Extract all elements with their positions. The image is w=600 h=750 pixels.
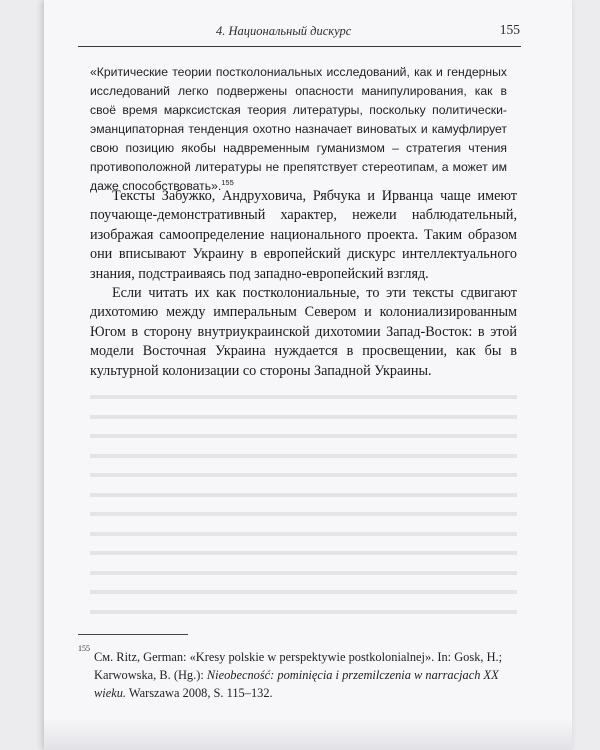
- footnote-rule: [78, 634, 188, 635]
- block-quote: [90, 63, 507, 196]
- quote-text: «Критические теории постколониальных исследований, как и гендерных исследований легко подвержены опасности манипулирования, как в своё время марксистская теория литературы, поскольку политически-эманципаторная тенденция охотно назначает виноватых и камуфлирует свою позицию якобы надвременным гуманизмом – стратегия чтения противоположной литературы не препятствует стереотипам, а может им даже способствовать».: [90, 65, 507, 193]
- paragraph: Если читать их как постколониальные, то эти тексты сдвигают дихотомию между имперальным Севером и колониализированным Югом в сторону внутриукраинской дихотомии Запад-Восток: в этой модели Восточная Украина нуждается в просвещении, как бы в культурной колонизации со стороны Западной Украины.: [90, 285, 517, 379]
- running-title: 4. Национальный дискурс: [216, 24, 352, 38]
- footnote-text: См. Ritz, German: «Kresy polskie w perspektywie postkolonialnej». In: Gosk, H.; Karwowska, B. (Hg.):: [94, 650, 503, 682]
- bleed-through-texture: [90, 395, 517, 625]
- footnote-reference: 155: [221, 177, 234, 187]
- paragraph: Тексты Забужко, Андруховича, Рябчука и Ирванца чаще имеют поучающе-демонстративный характер, нежели наблюдательный, изображая самоопределение национального проекта. Таким образом они вписывают Украину в европейский дискурс интеллектуального знания, подстраиваясь под западно-европейский взгляд.: [90, 188, 517, 282]
- page-number: 155: [499, 22, 520, 37]
- header-rule: [78, 46, 521, 47]
- page-edge-shadow: [44, 718, 572, 750]
- body-text: [90, 187, 517, 381]
- footnote-book-title: Nieobecność: pominięcia i przemilczenia w narracjach XX wieku.: [94, 668, 499, 700]
- footnote: [94, 648, 521, 702]
- footnote-publication: Warszawa 2008, S. 115–132.: [126, 686, 273, 700]
- footnote-number: 155: [78, 644, 90, 653]
